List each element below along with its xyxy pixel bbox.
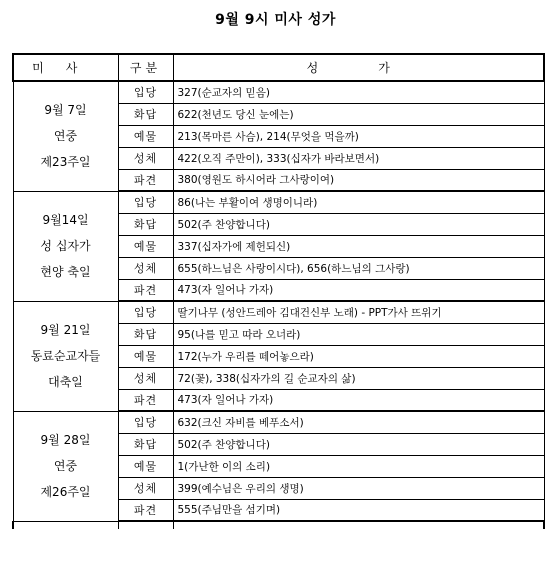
part-type-cell: 입당 [118, 81, 173, 103]
table-row [13, 81, 544, 103]
hymn-cell: 1(가난한 이의 소리) [173, 455, 544, 477]
mass-date-cell [13, 81, 118, 191]
header-mass: 미사 [13, 54, 118, 81]
mass-date-line: 동료순교자들 [30, 349, 101, 363]
part-type-cell: 화답 [118, 213, 173, 235]
mass-date-line: 연중 [53, 459, 78, 473]
table-row [13, 191, 544, 213]
mass-date-line: 연중 [53, 129, 78, 144]
part-type-cell: 입당 [118, 411, 173, 433]
part-type-cell: 성체 [118, 147, 173, 169]
hymn-cell: 337(십자가에 제헌되신) [173, 235, 544, 257]
part-type-cell: 성체 [118, 477, 173, 499]
part-type-cell: 파견 [118, 279, 173, 301]
hymn-cell: 213(목마른 사슴), 214(무엇을 먹을까) [173, 125, 544, 147]
part-type-cell: 화답 [118, 323, 173, 345]
empty-cell [13, 521, 118, 529]
empty-cell [173, 521, 544, 529]
hymn-cell: 473(자 일어나 가자) [173, 279, 544, 301]
mass-date-line: 성 십자가 [40, 239, 91, 253]
mass-date-line: 대축일 [48, 375, 83, 389]
part-type-cell: 성체 [118, 367, 173, 389]
part-type-cell: 화답 [118, 103, 173, 125]
hymn-cell: 473(자 일어나 가자) [173, 389, 544, 411]
part-type-cell: 예물 [118, 455, 173, 477]
mass-date-line: 제23주일 [40, 155, 91, 170]
hymn-cell: 655(하느님은 사랑이시다), 656(하느님의 그사랑) [173, 257, 544, 279]
header-type: 구분 [118, 54, 173, 81]
part-type-cell: 예물 [118, 125, 173, 147]
part-type-cell: 성체 [118, 257, 173, 279]
mass-date-line: 현양 축일 [40, 265, 91, 279]
hymn-cell: 502(주 찬양합니다) [173, 213, 544, 235]
part-type-cell: 입당 [118, 301, 173, 323]
hymn-cell: 172(누가 우리를 떼어놓으라) [173, 345, 544, 367]
table-body [13, 81, 544, 529]
part-type-cell: 입당 [118, 191, 173, 213]
table-row [13, 301, 544, 323]
hymn-cell: 72(꽃), 338(십자가의 길 순교자의 삶) [173, 367, 544, 389]
hymn-cell: 327(순교자의 믿음) [173, 81, 544, 103]
hymn-cell: 399(예수님은 우리의 생명) [173, 477, 544, 499]
mass-date-line: 9월 21일 [40, 323, 91, 337]
hymn-cell: 502(주 찬양합니다) [173, 433, 544, 455]
hymn-schedule-table [12, 53, 545, 529]
table-header-row [13, 54, 544, 81]
hymn-cell: 632(크신 자비를 베푸소서) [173, 411, 544, 433]
mass-date-cell [13, 411, 118, 521]
hymn-cell: 422(오직 주만이), 333(십자가 바라보면서) [173, 147, 544, 169]
mass-date-cell [13, 301, 118, 411]
part-type-cell: 파견 [118, 389, 173, 411]
part-type-cell: 파견 [118, 499, 173, 521]
mass-date-cell [13, 191, 118, 301]
table-row [13, 411, 544, 433]
hymn-cell: 555(주님만을 섬기며) [173, 499, 544, 521]
mass-date-line: 9월 7일 [44, 103, 87, 118]
hymn-cell: 딸기나무 (성안드레아 김대건신부 노래) - PPT가사 뜨위기 [173, 301, 544, 323]
part-type-cell: 화답 [118, 433, 173, 455]
part-type-cell: 예물 [118, 345, 173, 367]
part-type-cell: 예물 [118, 235, 173, 257]
empty-cell [118, 521, 173, 529]
mass-date-line: 9월 28일 [40, 433, 91, 447]
hymn-cell: 86(나는 부활이여 생명이니라) [173, 191, 544, 213]
hymn-cell: 95(나를 믿고 따라 오너라) [173, 323, 544, 345]
page-title: 9월 9시 미사 성가 [215, 12, 336, 28]
part-type-cell: 파견 [118, 169, 173, 191]
hymn-cell: 380(영원도 하시어라 그사랑이여) [173, 169, 544, 191]
mass-date-line: 9월14일 [42, 213, 89, 227]
mass-date-line: 제26주일 [40, 485, 91, 499]
header-hymn: 성가 [173, 54, 544, 81]
table-row-partial [13, 521, 544, 529]
hymn-cell: 622(천년도 당신 눈에는) [173, 103, 544, 125]
